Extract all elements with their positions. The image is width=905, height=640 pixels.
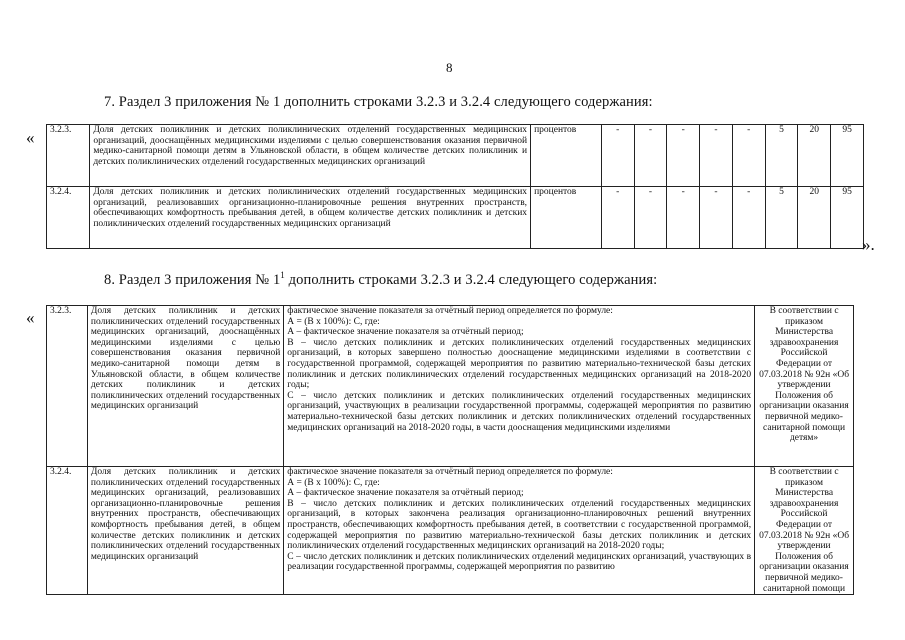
value-cell: - [700,125,733,187]
unit-cell: процентов [531,125,602,187]
value-cell: - [732,187,765,249]
formula-line: А = (В х 100%): С, где: [287,477,380,488]
indicator-name: Доля детских поликлиник и детских поликлинических отделений государственных медицинских организаций, реализовавших организационно-планировочные решения внутренних пространств, обеспечивающих комфортность пребывания детей, в общем количестве детских поликлиник и детских поликлинических отделений государственных медицинских организаций [90,187,531,249]
formula-line: В – число детских поликлиник и детских поликлинических отделений государственных медицинских организаций, в которых завершено полностью дооснащение медицинскими изделиями в соответствии с государственной программой, содержащей мероприятия по развитию материально-технической базы детских поликлиник и детских поликлинических отделений государственных медицинских организаций на 2018-2020 годы; [287,337,752,391]
opening-quote-1: « [26,128,35,147]
value-cell: - [667,125,700,187]
heading-suffix: дополнить строками 3.2.3 и 3.2.4 следующего содержания: [284,271,658,288]
formula-line: В – число детских поликлиник и детских поликлинических отделений государственных медицинских организаций, в которых закончена реализация организационно-планировочных решений внутренних пространств, обеспечивающих комфортность пребывания детей, в соответствии с государственной программой, содержащей мероприятия по развитию материально-технической базы детских поликлиник и детских поликлинических отделений государственных медицинских организаций на 2018-2020 годы; [287,498,752,552]
value-cell: - [601,125,634,187]
value-cell: - [634,125,667,187]
indicator-name: Доля детских поликлиник и детских поликлинических отделений государственных медицинских организаций, реализовавших организационно-планировочные решения внутренних пространств, обеспечивающих комфортность пребывания детей, в общем количестве детских поликлиник и детских поликлинических отделений государственных медицинских организаций [87,467,283,595]
table-row [47,125,864,187]
calculation-method [284,306,755,467]
calculation-method [284,467,755,595]
value-cell: 95 [831,125,864,187]
value-cell: - [732,125,765,187]
table-row [47,306,854,467]
value-cell: - [667,187,700,249]
value-cell: - [700,187,733,249]
value-cell: 20 [798,187,831,249]
source-document: В соответствии с приказом Министерства здравоохранения Российской Федерации от 07.03.2018 № 92н «Об утверждении Положения об организации оказания первичной медико-санитарной помощи [755,467,854,595]
row-number: 3.2.4. [47,467,88,595]
closing-quote-1: ». [862,235,875,254]
value-cell: 95 [831,187,864,249]
formula-line: А – фактическое значение показателя за отчётный период; [287,488,524,499]
formula-line: А = (В х 100%): С, где: [287,316,380,327]
heading-superscript: 1 [280,270,285,280]
indicators-table [46,124,864,249]
indicator-name: Доля детских поликлиник и детских поликлинических отделений государственных медицинских организаций, дооснащённых медицинскими изделиями с целью совершенствования оказания первичной медико-санитарной помощи детям в Ульяновской области, в общем количестве детских поликлиник и детских поликлинических отделений государственных медицинских организаций [87,306,283,467]
indicator-name: Доля детских поликлиник и детских поликлинических отделений государственных медицинских организаций, дооснащённых медицинскими изделиями с целью совершенствования оказания первичной медико-санитарной помощи детям в Ульяновской области, в общем количестве детских поликлиник и детских поликлинических отделений государственных медицинских организаций [90,125,531,187]
value-cell: - [601,187,634,249]
formula-line: фактическое значение показателя за отчётный период определяется по формуле: [287,467,613,477]
formula-line: С – число детских поликлиник и детских поликлинических отделений государственных медицинских организаций, участвующих в реализации государственной программы, содержащей мероприятия по развитию материально-технической базы детских поликлиник и детских поликлинических отделений государственных медицинских организаций на 2018-2020 годы, в части дооснащения медицинскими изделиями [287,390,752,433]
section-heading-8 [104,270,657,289]
value-cell: 20 [798,125,831,187]
value-cell: 5 [765,187,798,249]
unit-cell: процентов [531,187,602,249]
row-number: 3.2.3. [47,306,88,467]
table-row [47,467,854,595]
table-row [47,187,864,249]
section-heading-7: 7. Раздел 3 приложения № 1 дополнить строками 3.2.3 и 3.2.4 следующего содержания: [104,94,653,110]
page-number: 8 [446,60,453,75]
source-document: В соответствии с приказом Министерства здравоохранения Российской Федерации от 07.03.2018 № 92н «Об утверждении Положения об организации оказания первичной медико-санитарной помощи детям» [755,306,854,467]
methodology-table [46,305,854,595]
heading-prefix: 8. Раздел 3 приложения № 1 [104,271,281,288]
row-number: 3.2.4. [47,187,90,249]
formula-line: С – число детских поликлиник и детских поликлинических отделений медицинских организаций, участвующих в реализации государственной программы, содержащей мероприятия по развитию [287,551,752,573]
formula-line: А – фактическое значение показателя за отчётный период; [287,327,524,338]
opening-quote-2: « [26,308,35,327]
formula-line: фактическое значение показателя за отчётный период определяется по формуле: [287,306,613,316]
value-cell: 5 [765,125,798,187]
value-cell: - [634,187,667,249]
row-number: 3.2.3. [47,125,90,187]
